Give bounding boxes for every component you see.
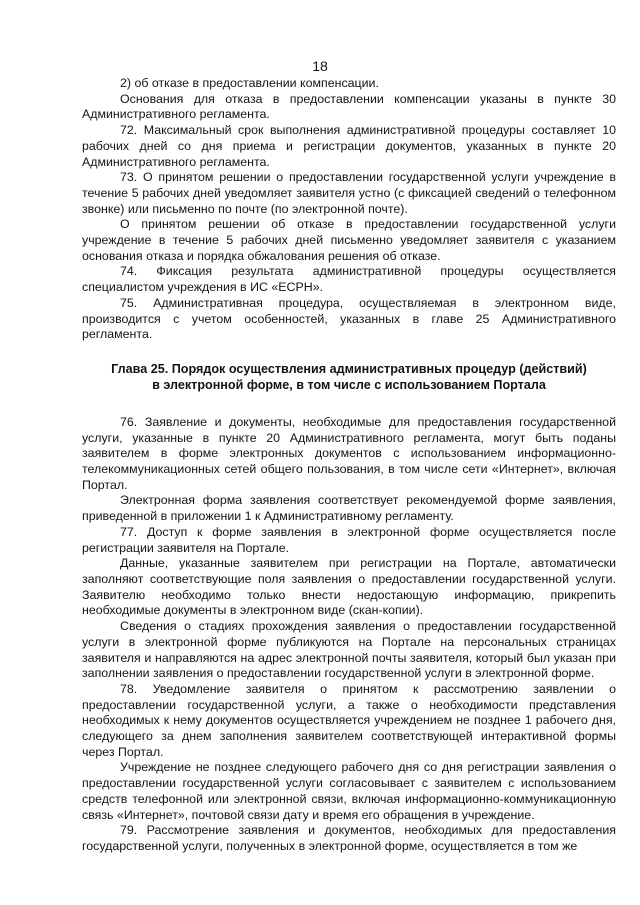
paragraph: Учреждение не позднее следующего рабочего дня со дня регистрации заявления о предоставлении государственной услуги согласовывает с заявителем с использованием средств телефонной или электронной связи, включая информационно-коммуникационную связь «Интернет», почтовой связи дату и время его обращения в учреждение.: [82, 760, 616, 822]
paragraph: Данные, указанные заявителем при регистрации на Портале, автоматически заполняют соответствующие поля заявления о предоставлении государственной услуги. Заявителю необходимо только внести недостающую информацию, прикрепить необходимые документы в электронном виде (скан-копии).: [82, 556, 616, 618]
paragraph: 79. Рассмотрение заявления и документов, необходимых для предоставления государственной услуги, полученных в электронной форме, осуществляется в том же: [82, 823, 616, 853]
page-number: 18: [312, 58, 328, 74]
paragraph: О принятом решении об отказе в предоставлении государственной услуги учреждение в течение 5 рабочих дней письменно уведомляет заявителя с указанием основания отказа и порядка обжалования решения об отказе.: [82, 217, 616, 263]
paragraph: Сведения о стадиях прохождения заявления о предоставлении государственной услуги в электронной форме публикуются на Портале на персональных страницах заявителя и направляются на адрес электронной почты заявителя, который был указан при заполнении заявления о предоставлении государственной услуги в электронной форме.: [82, 619, 616, 681]
paragraph: Электронная форма заявления соответствует рекомендуемой форме заявления, приведенной в приложении 1 к Административному регламенту.: [82, 493, 616, 524]
document-body: [82, 76, 616, 855]
paragraph: 2) об отказе в предоставлении компенсации.: [120, 76, 379, 90]
paragraph: 76. Заявление и документы, необходимые для предоставления государственной услуги, указанные в пункте 20 Административного регламента, могут быть поданы заявителем в форме электронных документов с использованием информационно-телекоммуникационных сетей общего пользования, в том числе сети «Интернет», включая Портал.: [82, 414, 616, 492]
paragraph: 73. О принятом решении о предоставлении государственной услуги учреждение в течение 5 рабочих дней уведомляет заявителя устно (с фиксацией сведений о телефонном звонке) или письменно по почте (по электронной почте).: [82, 170, 616, 216]
paragraph: Основания для отказа в предоставлении компенсации указаны в пункте 30 Административного регламента.: [82, 91, 616, 122]
paragraph: 78. Уведомление заявителя о принятом к рассмотрению заявлении о предоставлении государственной услуги, а также о необходимости представления необходимых к нему документов осуществляется учреждением не позднее 1 рабочего дня, следующего за днем заполнения заявителем соответствующей интерактивной формы через Портал.: [82, 681, 616, 759]
paragraph: 74. Фиксация результата административной процедуры осуществляется специалистом учреждения в ИС «ЕСРН».: [82, 264, 616, 295]
paragraph: 77. Доступ к форме заявления в электронной форме осуществляется после регистрации заявителя на Портале.: [82, 524, 616, 555]
chapter-heading: Глава 25. Порядок осуществления административных процедур (действий) в электронной форме, в том числе с использованием Портала: [111, 361, 587, 392]
paragraph: 72. Максимальный срок выполнения административной процедуры составляет 10 рабочих дней со дня приема и регистрации документов, указанных в пункте 20 Административного регламента.: [82, 123, 616, 169]
paragraph: 75. Административная процедура, осуществляемая в электронном виде, производится с учетом особенностей, указанных в главе 25 Административного регламента.: [82, 295, 616, 342]
